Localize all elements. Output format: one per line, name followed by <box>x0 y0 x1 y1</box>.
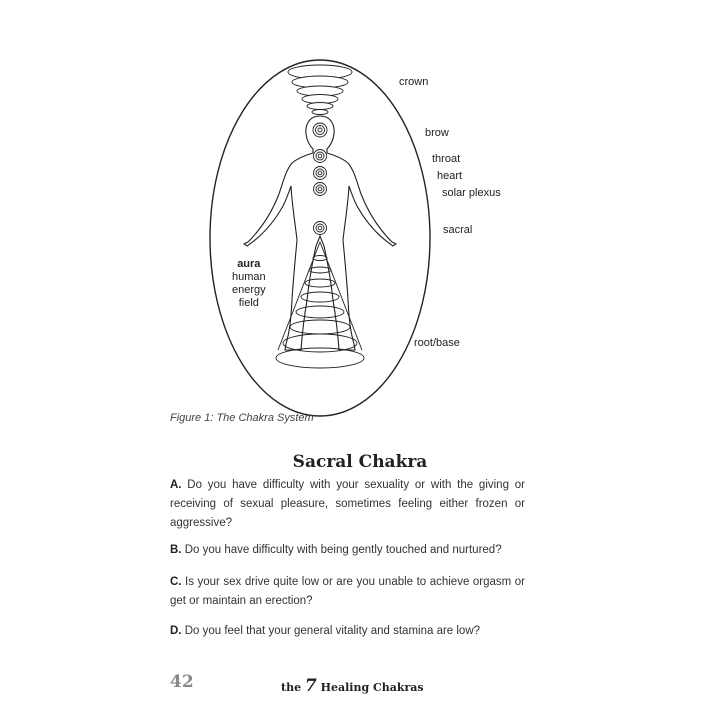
label-root: root/base <box>414 337 460 349</box>
crown-funnel <box>288 65 352 115</box>
question-letter: A. <box>170 479 182 491</box>
page-number: 42 <box>170 672 194 692</box>
brow-chakra <box>313 123 327 137</box>
question-b <box>170 541 525 560</box>
question-a <box>170 476 525 533</box>
question-text: Is your sex drive quite low or are you unable to achieve orgasm or get or maintain an erection? <box>170 576 525 607</box>
aura-line-3: field <box>238 297 259 309</box>
aura-label <box>232 258 266 310</box>
question-text: Do you have difficulty with your sexuality or with the giving or receiving of sexual pleasure, sometimes feeling either frozen or aggressive? <box>170 479 525 529</box>
label-heart: heart <box>437 170 463 182</box>
label-solar-plexus: solar plexus <box>442 187 501 199</box>
label-crown: crown <box>399 76 429 88</box>
figure-caption: Figure 1: The Chakra System <box>170 412 314 424</box>
sacral-chakra <box>314 222 327 235</box>
section-heading: Sacral Chakra <box>292 452 428 472</box>
human-figure <box>244 116 396 350</box>
question-letter: D. <box>170 625 182 637</box>
question-text: Do you feel that your general vitality and stamina are low? <box>184 625 481 637</box>
label-throat: throat <box>432 153 461 165</box>
label-brow: brow <box>425 127 449 139</box>
aura-title: aura <box>237 258 261 270</box>
aura-line-1: human <box>232 271 266 283</box>
root-cone <box>276 242 364 368</box>
question-text: Do you have difficulty with being gently touched and nurtured? <box>184 544 502 556</box>
aura-line-2: energy <box>232 284 266 296</box>
label-sacral: sacral <box>443 224 473 236</box>
running-title <box>281 676 424 696</box>
question-letter: B. <box>170 544 182 556</box>
question-d <box>170 622 525 641</box>
running-title-post: Healing Chakras <box>320 681 424 694</box>
throat-chakra <box>314 150 327 163</box>
solar-plexus-chakra <box>314 183 327 196</box>
question-c <box>170 573 525 611</box>
question-letter: C. <box>170 576 182 588</box>
running-title-pre: the <box>281 681 302 694</box>
heart-chakra <box>314 167 327 180</box>
running-title-number: 7 <box>304 676 317 696</box>
